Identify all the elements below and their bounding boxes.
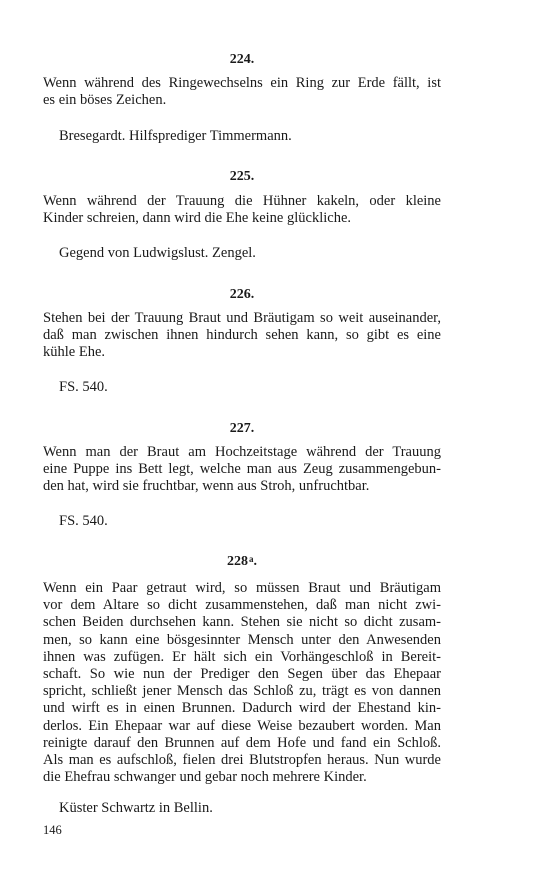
- entry-number: 228$^a$.: [227, 554, 257, 569]
- page: [43, 0, 441, 880]
- text-line: schaft. So wie nun der Prediger den Segen über das Ehepaar: [43, 666, 441, 683]
- text-line: Stehen bei der Trauung Braut und Bräutigam so weit auseinander,: [43, 310, 441, 326]
- entry-number-superscript: a: [249, 554, 254, 564]
- text-line: derlos. Ein Ehepaar war auf diese Weise bezaubert worden. Man: [43, 717, 441, 734]
- text-line: Wenn ein Paar getraut wird, so müssen Braut und Bräutigam: [43, 580, 441, 596]
- text-line: kühle Ehe.: [43, 344, 106, 361]
- text-line: spricht, schließt jener Mensch das Schloß zu, trägt es von dannen: [43, 683, 441, 700]
- entry-text: [43, 75, 441, 109]
- entry-source: Bresegardt. Hilfsprediger Timmermann.: [59, 128, 292, 144]
- text-line: Wenn man der Braut am Hochzeitstage während der Trauung: [43, 444, 441, 460]
- entry-source: FS. 540.: [59, 513, 108, 529]
- text-line: Wenn während des Ringewechselns ein Ring zur Erde fällt, ist: [43, 75, 441, 91]
- text-line: und wirft es in einen Brunnen. Dadurch wird der Ehestand kin-: [43, 700, 441, 717]
- entry-text: [43, 193, 441, 227]
- entry-number: 226.: [229, 287, 255, 302]
- text-line: Wenn während der Trauung die Hühner kakeln, oder kleine: [43, 193, 441, 209]
- entry-source: Gegend von Ludwigslust. Zengel.: [59, 245, 256, 261]
- text-line: men, so kann eine bösgesinnter Mensch unter den Anwesenden: [43, 631, 441, 648]
- text-line: daß man zwischen ihnen hindurch sehen kann, so gibt es eine: [43, 327, 441, 344]
- text-line: schen Beiden durchsehen kann. Stehen sie nicht so dicht zusam-: [43, 614, 441, 631]
- entry-text: [43, 580, 441, 786]
- entry-text: [43, 444, 441, 496]
- text-line: reinigte darauf den Brunnen auf dem Hofe und fand ein Schloß.: [43, 734, 441, 751]
- entry-source: Küster Schwartz in Bellin.: [59, 800, 213, 816]
- text-line: es ein böses Zeichen.: [43, 92, 167, 109]
- text-line: vor dem Altare so dicht zusammenstehen, daß man nicht zwi-: [43, 597, 441, 614]
- page-number: 146: [43, 823, 62, 837]
- entry-number: 225.: [229, 169, 255, 184]
- entry-number: 227.: [229, 421, 255, 436]
- text-line: Als man es aufschloß, fielen drei Blutstropfen heraus. Nun wurde: [43, 752, 441, 769]
- text-line: ihnen was zufügen. Er hält sich ein Vorhängeschloß in Bereit-: [43, 648, 441, 665]
- text-line: Kinder schreien, dann wird die Ehe keine glückliche.: [43, 210, 352, 227]
- text-line: die Ehefrau schwanger und gebar noch mehrere Kinder.: [43, 769, 367, 786]
- entry-number: 224.: [229, 52, 255, 67]
- text-line: eine Puppe ins Bett legt, welche man aus Zeug zusammengebun-: [43, 461, 441, 478]
- entry-source: FS. 540.: [59, 379, 108, 395]
- entry-text: [43, 310, 441, 362]
- text-line: den hat, wird sie fruchtbar, wenn aus Stroh, unfruchtbar.: [43, 478, 370, 495]
